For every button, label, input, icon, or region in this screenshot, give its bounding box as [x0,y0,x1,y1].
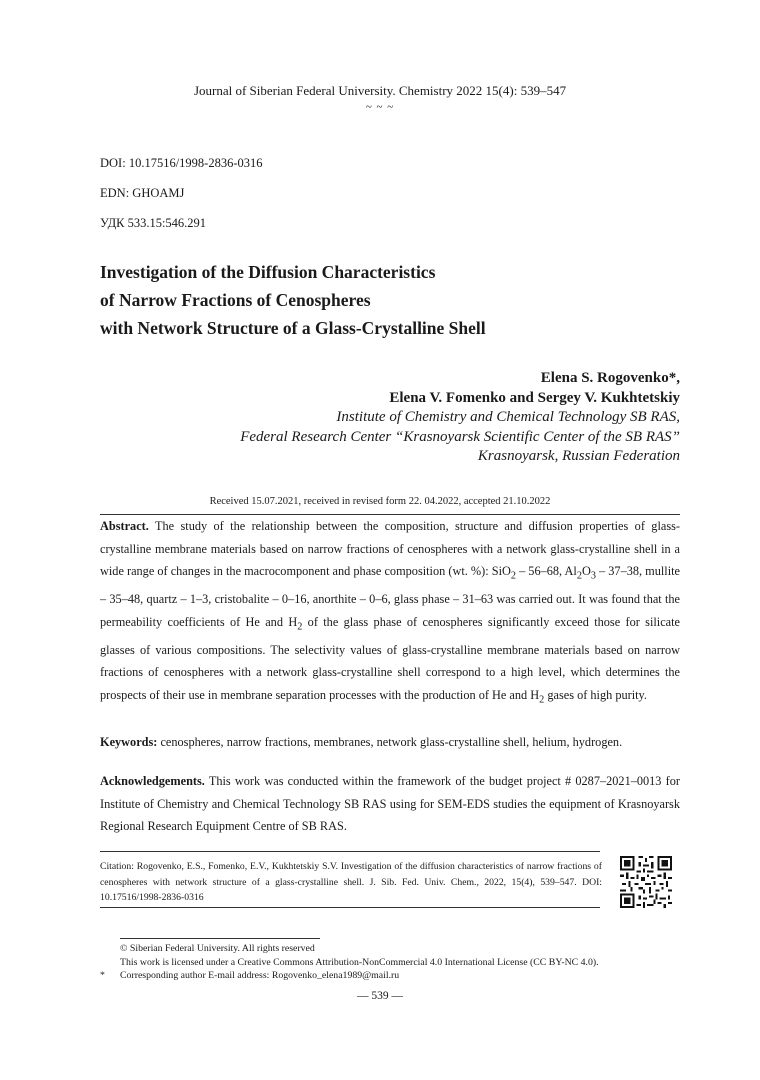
affiliation-line: Federal Research Center “Krasnoyarsk Scientific Center of the SB RAS” [240,428,680,445]
acknowledgements-text: This work was conducted within the framework of the budget project # 0287–2021–0013 for Institute of Chemistry and Chemical Technology SB RAS using for SEM-EDS studies the equipment of Krasnoyarsk Regional Research Equipment Centre of SB RAS. [100,774,680,834]
keywords-text: cenospheres, narrow fractions, membranes, network glass-crystalline shell, helium, hydrogen. [157,735,623,749]
article-title [100,258,700,342]
subscript: 2 [297,621,303,633]
subscript: 2 [510,570,516,582]
received-dates: Received 15.07.2021, received in revised form 22. 04.2022, accepted 21.10.2022 [209,496,551,507]
abstract-text: gases of high purity. [544,688,647,703]
corresponding-author: Corresponding author E-mail address: Rogovenko_elena1989@mail.ru [120,970,400,981]
title-line: Investigation of the Diffusion Characteristics [100,262,436,282]
page-number: — 539 — [357,990,403,1002]
copyright: © Siberian Federal University. All rights reserved [120,943,315,954]
author-line: Elena V. Fomenko and Sergey V. Kukhtetskiy [389,389,680,406]
keywords [100,731,680,754]
udk: УДК 533.15:546.291 [100,216,207,230]
abstract [100,515,680,712]
keywords-label: Keywords: [100,735,158,749]
acknowledgements [100,770,680,838]
abstract-text: – 37–38, mullite – 35–48, quartz – 1–3, cristobalite – 0–16, anorthite – 0–6, glass phase – 31–63 was carried out. It was found that the permeability coefficients of He and H [100,564,681,629]
header-ornament: ~ ~ ~ [365,101,395,113]
subscript: 2 [576,570,582,582]
abstract-text: of the glass phase of cenospheres significantly exceed those for silicate glasses of various compositions. The selectivity values of glass-crystalline membrane materials based on narrow fractions of cenospheres with a network glass-crystalline shell correspond to a high level, which determines the prospects of their use in membrane separation processes with the production of He and H [100,614,680,703]
abstract-text: O [581,564,591,579]
title-line: of Narrow Fractions of Cenospheres [100,290,371,310]
journal-header: Journal of Siberian Federal University. Chemistry 2022 15(4): 539–547 [193,83,567,98]
footnote-rule [120,938,320,939]
title-line: with Network Structure of a Glass-Crystalline Shell [100,318,486,338]
abstract-text: The study of the relationship between the composition, structure and diffusion properties of glass-crystalline membrane materials based on narrow fractions of cenospheres with a network glass-crystalline shell in a wide range of changes in the macrocomponent and phase composition (wt. %): SiO [100,519,680,579]
license: This work is licensed under a Creative Commons Attribution-NonCommercial 4.0 International License (CC BY-NC 4.0). [120,957,599,968]
footnote-star: * [100,970,105,981]
abstract-text: – 56–68, Al [516,564,577,579]
affiliation-line: Krasnoyarsk, Russian Federation [477,448,680,464]
qr-code-icon [620,856,672,908]
doi: DOI: 10.17516/1998-2836-0316 [100,156,263,170]
affiliation-line: Institute of Chemistry and Chemical Technology SB RAS, [336,409,680,425]
edn: EDN: GHOAMJ [100,186,185,200]
citation: Citation: Rogovenko, E.S., Fomenko, E.V., Kukhtetskiy S.V. Investigation of the diffusion characteristics of narrow fractions of cenospheres with network structure of a glass-crystalline shell. J. Sib. Fed. Univ. Chem., 2022, 15(4), 539–547. DOI: 10.17516/1998-2836-0316 [100,861,602,903]
subscript: 3 [590,570,596,582]
citation-top-rule [100,851,600,852]
authors-block [80,369,680,467]
subscript: 2 [539,694,545,706]
abstract-label: Abstract. [100,519,149,533]
citation-bottom-rule [100,907,600,908]
acknowledgements-label: Acknowledgements. [100,774,205,788]
author-line: Elena S. Rogovenko*, [540,370,680,386]
